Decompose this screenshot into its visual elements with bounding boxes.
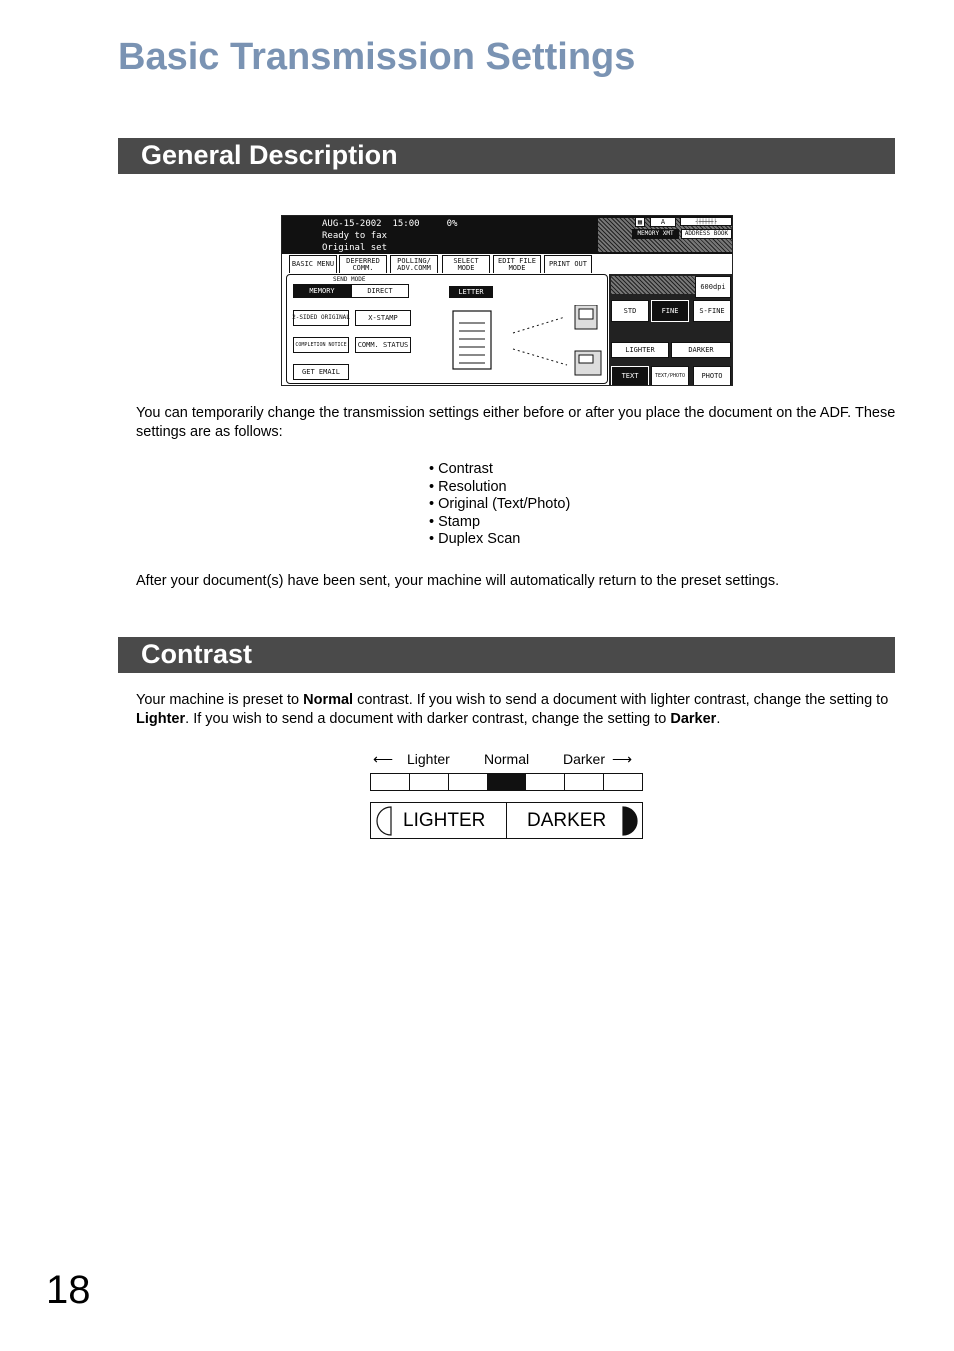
page-number: 18 xyxy=(46,1268,91,1312)
grid-icon: ▦ xyxy=(635,217,645,227)
half-moon-left-icon xyxy=(375,806,393,836)
scale-normal-label: Normal xyxy=(484,751,530,767)
list-item: • Resolution xyxy=(429,478,507,495)
section-heading-contrast: Contrast xyxy=(118,637,895,673)
contrast-scale xyxy=(370,773,643,791)
scale-lighter-label: Lighter xyxy=(407,751,450,767)
text-photo-button[interactable]: TEXT/PHOTO xyxy=(651,366,689,386)
contrast-scale-segment xyxy=(371,774,410,790)
text-button[interactable]: TEXT xyxy=(611,366,649,386)
address-book-button[interactable]: ADDRESS BOOK xyxy=(681,229,732,239)
left-arrow-icon: ⟵ xyxy=(373,751,394,767)
panel-lighter-button[interactable]: LIGHTER xyxy=(611,342,669,358)
letter-badge: LETTER xyxy=(449,286,493,298)
contrast-scale-segment xyxy=(449,774,488,790)
res-600dpi-button[interactable]: 600dpi xyxy=(695,276,731,298)
photo-button[interactable]: PHOTO xyxy=(693,366,731,386)
contrast-scale-segment xyxy=(526,774,565,790)
tab-print-out[interactable]: PRINT OUT xyxy=(544,255,592,273)
general-intro-text: You can temporarily change the transmission settings either before or after you place the document on the ADF. These settings are as follows: xyxy=(136,405,896,440)
s-fine-button[interactable]: S-FINE xyxy=(693,300,731,322)
tab-deferred-comm[interactable]: DEFERRED COMM. xyxy=(339,255,387,273)
send-mode-label: SEND MODE xyxy=(333,276,366,283)
memory-xmt-button[interactable]: MEMORY XMT xyxy=(632,229,679,239)
contrast-scale-segment xyxy=(488,774,527,790)
tab-polling-adv-comm[interactable]: POLLING/ ADV.COMM xyxy=(390,255,438,273)
list-item: • Original (Text/Photo) xyxy=(429,496,571,513)
contrast-description: Your machine is preset to Normal contrast. If you wish to send a document with lighter contrast, change the setting to Lighter. If you wish to send a document with darker contrast, change the setting to Darker. xyxy=(136,692,889,727)
tab-select-mode[interactable]: SELECT MODE xyxy=(442,255,490,273)
x-stamp-button[interactable]: X-STAMP xyxy=(355,310,411,326)
contrast-scale-segment xyxy=(604,774,642,790)
general-after-text: After your document(s) have been sent, your machine will automatically return to the preset settings. xyxy=(136,573,780,589)
list-item: • Duplex Scan xyxy=(429,531,521,548)
tab-edit-file-mode[interactable]: EDIT FILE MODE xyxy=(493,255,541,273)
completion-notice-button[interactable]: COMPLETION NOTICE xyxy=(293,337,349,353)
right-arrow-icon: ⟶ xyxy=(612,751,633,767)
darker-button-label: DARKER xyxy=(527,809,607,831)
panel-work-area xyxy=(286,274,608,384)
contrast-icon: A xyxy=(650,217,676,227)
tab-basic-menu[interactable]: BASIC MENU xyxy=(289,255,337,273)
fine-button[interactable]: FINE xyxy=(651,300,689,322)
direct-button[interactable]: DIRECT xyxy=(351,284,409,298)
section-heading-general: General Description xyxy=(118,138,895,174)
list-item: • Contrast xyxy=(429,461,493,477)
panel-settings-area xyxy=(609,274,733,386)
darker-button[interactable] xyxy=(507,803,642,838)
page-title: Basic Transmission Settings xyxy=(118,36,636,78)
get-email-button[interactable]: GET EMAIL xyxy=(293,364,349,380)
settings-list xyxy=(429,461,570,549)
comm-status-button[interactable]: COMM. STATUS xyxy=(355,337,411,353)
panel-darker-button[interactable]: DARKER xyxy=(671,342,731,358)
std-button[interactable]: STD xyxy=(611,300,649,322)
contrast-scale-segment xyxy=(410,774,449,790)
lighter-button-label: LIGHTER xyxy=(403,809,486,831)
lighter-button[interactable] xyxy=(371,803,507,838)
memory-button[interactable]: MEMORY xyxy=(293,284,351,298)
scale-darker-label: Darker xyxy=(563,751,606,767)
panel-status-text: AUG-15-2002 15:00 0% Ready to fax Original set xyxy=(322,219,458,253)
list-item: • Stamp xyxy=(429,513,481,530)
two-sided-original-button[interactable]: 2-SIDED ORIGINAL xyxy=(293,310,349,326)
control-panel-display xyxy=(281,215,733,386)
document-to-fax-icon xyxy=(447,305,607,383)
scale-mini-icon: ┤┼┼┼┼┼├ xyxy=(680,217,732,226)
lighter-darker-control xyxy=(370,802,643,839)
contrast-scale-segment xyxy=(565,774,604,790)
half-moon-right-icon xyxy=(621,806,639,836)
panel-status-bar xyxy=(282,216,732,254)
